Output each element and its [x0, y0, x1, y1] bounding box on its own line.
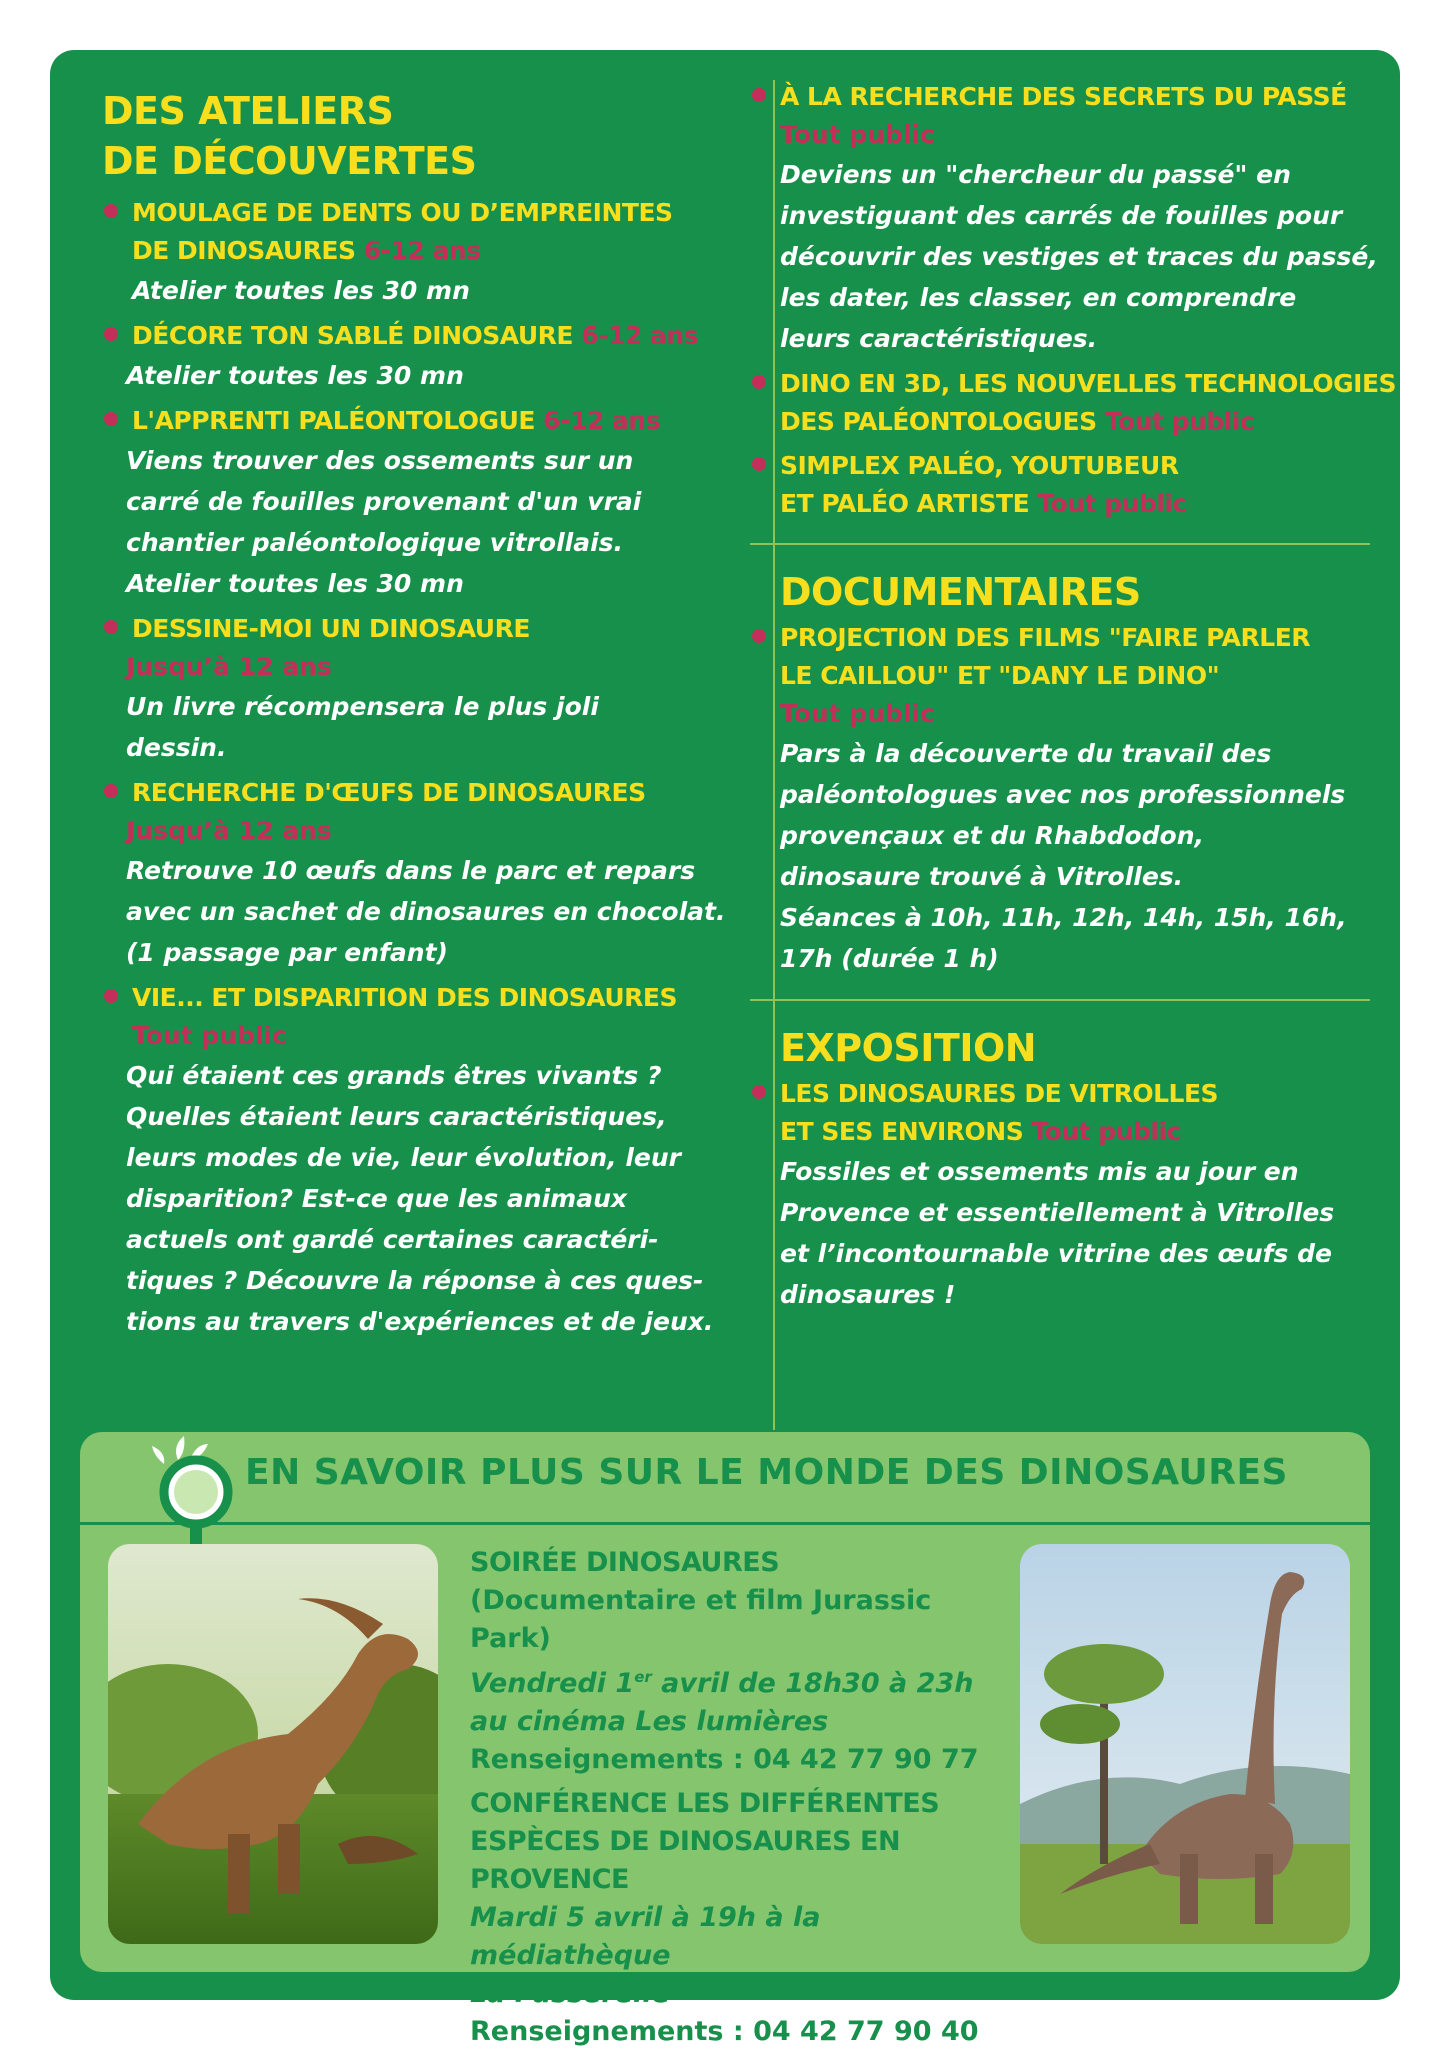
- bullet-icon: [104, 989, 118, 1003]
- atelier-item-sable: [102, 317, 742, 396]
- age-label: Jusqu’à 12 ans: [126, 816, 332, 845]
- bullet-icon: [104, 784, 118, 798]
- atelier-item-moulage: [102, 194, 742, 311]
- event-conference-info: Renseignements : 04 42 77 90 40: [470, 2016, 979, 2047]
- event-soiree-title: SOIRÉE DINOSAURES: [470, 1547, 780, 1578]
- item-title: SIMPLEX PALÉO, YOUTUBEUR: [780, 451, 1179, 480]
- event-conference-title-1: CONFÉRENCE LES DIFFÉRENTES: [470, 1788, 940, 1819]
- item-desc-line: Provence et essentiellement à Vitrolles: [780, 1198, 1335, 1227]
- item-desc-line: chantier paléontologique vitrollais.: [126, 528, 624, 557]
- item-desc-line: leurs modes de vie, leur évolution, leur: [126, 1143, 681, 1172]
- item-dino-3d: [750, 365, 1430, 441]
- bullet-icon: [104, 327, 118, 341]
- item-desc-line: Retrouve 10 œufs dans le parc et repars: [126, 856, 696, 885]
- item-simplex-paleo: [750, 447, 1430, 523]
- item-desc-line: 17h (durée 1 h): [780, 944, 999, 973]
- events-block: [470, 1544, 1010, 2051]
- item-desc-line: carré de fouilles provenant d'un vrai: [126, 487, 642, 516]
- item-desc-line: tions au travers d'expériences et de jeux.: [126, 1307, 714, 1336]
- more-info-box: [80, 1432, 1370, 2047]
- item-desc-line: actuels ont gardé certaines caractéri-: [126, 1225, 659, 1254]
- event-soiree-place: au cinéma Les lumières: [470, 1706, 829, 1737]
- item-secrets-passe: [750, 78, 1430, 359]
- item-desc-line: investiguant des carrés de fouilles pour: [780, 201, 1343, 230]
- more-info-title: EN SAVOIR PLUS SUR LE MONDE DES DINOSAURES: [245, 1452, 1288, 1493]
- item-dinosaures-vitrolles: [750, 1075, 1430, 1315]
- item-desc-line: Atelier toutes les 30 mn: [126, 569, 464, 598]
- section-title-exposition: EXPOSITION: [780, 1026, 1037, 1070]
- item-title: DINO EN 3D, LES NOUVELLES TECHNOLOGIES: [780, 369, 1397, 398]
- age-label: Tout public: [1104, 407, 1255, 436]
- bullet-icon: [104, 204, 118, 218]
- atelier-item-paleontologue: [102, 402, 742, 604]
- item-title: PROJECTION DES FILMS "FAIRE PARLER: [780, 623, 1311, 652]
- age-label: 6-12 ans: [543, 406, 660, 435]
- event-soiree-date-b: avril de 18h30 à 23h: [651, 1668, 974, 1699]
- right-column: [750, 78, 1430, 1321]
- item-desc-line: et l’incontournable vitrine des œufs de: [780, 1239, 1332, 1268]
- item-title-line2: [780, 485, 1430, 523]
- section-title-ateliers-1: DES ATELIERS: [102, 89, 394, 133]
- bullet-icon: [752, 457, 766, 471]
- event-soiree-date: [470, 1658, 1010, 1703]
- event-conference-place: La Passerelle: [470, 1978, 671, 2009]
- age-label: 6-12 ans: [363, 236, 481, 265]
- bullet-icon: [752, 629, 766, 643]
- item-title-cont: DES PALÉONTOLOGUES: [780, 407, 1097, 436]
- event-soiree-date-sup: er: [634, 1668, 652, 1686]
- item-desc-line: (1 passage par enfant): [126, 938, 448, 967]
- atelier-item-disparition: [102, 979, 742, 1342]
- item-projection-films: [750, 619, 1430, 979]
- age-label: Tout public: [1031, 1117, 1181, 1146]
- event-soiree-date-a: Vendredi 1: [470, 1668, 635, 1699]
- atelier-item-oeufs: [102, 774, 742, 973]
- section-divider: [750, 999, 1370, 1001]
- item-desc-line: Deviens un "chercheur du passé" en: [780, 160, 1291, 189]
- age-label: Tout public: [1037, 489, 1187, 518]
- event-conference-title-2: ESPÈCES DE DINOSAURES EN PROVENCE: [470, 1826, 901, 1895]
- item-title-cont: LE CAILLOU" ET "DANY LE DINO": [780, 661, 1220, 690]
- item-title-line2: [780, 1113, 1430, 1151]
- item-title: L'APPRENTI PALÉONTOLOGUE: [132, 406, 535, 435]
- section-title-documentaires: DOCUMENTAIRES: [780, 570, 1141, 614]
- item-desc: Atelier toutes les 30 mn: [132, 276, 470, 305]
- item-title-line2: [132, 232, 742, 270]
- item-title-line2: [780, 403, 1430, 441]
- age-label: 6-12 ans: [581, 321, 699, 350]
- item-desc-line: Fossiles et ossements mis au jour en: [780, 1157, 1299, 1186]
- age-label: Tout public: [132, 1021, 287, 1050]
- bullet-icon: [104, 620, 118, 634]
- event-soiree-info: Renseignements : 04 42 77 90 77: [470, 1744, 979, 1775]
- item-desc-line: disparition? Est-ce que les animaux: [126, 1184, 628, 1213]
- age-label: Tout public: [780, 120, 935, 149]
- item-desc-line: dessin.: [126, 733, 227, 762]
- item-title-line: [132, 402, 742, 440]
- item-desc-line: avec un sachet de dinosaures en chocolat.: [126, 897, 726, 926]
- item-desc-line: Qui étaient ces grands êtres vivants ?: [126, 1061, 662, 1090]
- item-desc-line: Quelles étaient leurs caractéristiques,: [126, 1102, 667, 1131]
- item-desc: Atelier toutes les 30 mn: [126, 361, 464, 390]
- brachiosaurus-photo: [1020, 1544, 1350, 1944]
- item-title: MOULAGE DE DENTS OU D’EMPREINTES: [132, 198, 673, 227]
- item-desc-line: découvrir des vestiges et traces du passé,: [780, 242, 1378, 271]
- item-desc-line: tiques ? Découvre la réponse à ces ques-: [126, 1266, 704, 1295]
- item-desc-line: les dater, les classer, en comprendre: [780, 283, 1297, 312]
- item-desc-line: leurs caractéristiques.: [780, 324, 1098, 353]
- bullet-icon: [104, 412, 118, 426]
- atelier-item-dessin: [102, 610, 742, 768]
- section-divider: [750, 543, 1370, 545]
- item-desc-line: Un livre récompensera le plus joli: [126, 692, 599, 721]
- age-label: Tout public: [780, 699, 935, 728]
- item-title: À LA RECHERCHE DES SECRETS DU PASSÉ: [780, 82, 1347, 111]
- event-conference-date: Mardi 5 avril à 19h à la médiathèque: [470, 1902, 821, 1971]
- parasaurolophus-illustration: [108, 1544, 438, 1944]
- section-title-ateliers-2: DE DÉCOUVERTES: [102, 139, 477, 183]
- event-soiree-subtitle: (Documentaire et film Jurassic Park): [470, 1585, 932, 1654]
- item-title: VIE... ET DISPARITION DES DINOSAURES: [132, 983, 677, 1012]
- brachiosaurus-illustration: [1020, 1544, 1350, 1944]
- item-desc-line: provençaux et du Rhabdodon,: [780, 821, 1205, 850]
- item-desc-line: Pars à la découverte du travail des: [780, 739, 1272, 768]
- bullet-icon: [752, 1085, 766, 1099]
- bullet-icon: [752, 88, 766, 102]
- item-desc-line: Viens trouver des ossements sur un: [126, 446, 634, 475]
- item-title-cont: DE DINOSAURES: [132, 236, 356, 265]
- item-desc-line: dinosaures !: [780, 1280, 956, 1309]
- item-desc-line: dinosaure trouvé à Vitrolles.: [780, 862, 1184, 891]
- item-title: DESSINE-MOI UN DINOSAURE: [132, 614, 530, 643]
- item-title-line: [132, 317, 742, 355]
- age-label: Jusqu’à 12 ans: [126, 652, 332, 681]
- parasaurolophus-photo: [108, 1544, 438, 1944]
- item-title: DÉCORE TON SABLÉ DINOSAURE: [132, 321, 573, 350]
- bullet-icon: [752, 375, 766, 389]
- item-title-cont: ET PALÉO ARTISTE: [780, 489, 1030, 518]
- item-desc-line: paléontologues avec nos professionnels: [780, 780, 1346, 809]
- item-title: LES DINOSAURES DE VITROLLES: [780, 1079, 1219, 1108]
- item-desc-line: Séances à 10h, 11h, 12h, 14h, 15h, 16h,: [780, 903, 1347, 932]
- item-title-cont: ET SES ENVIRONS: [780, 1117, 1024, 1146]
- left-column: [102, 88, 742, 1348]
- item-title: RECHERCHE D'ŒUFS DE DINOSAURES: [132, 778, 646, 807]
- main-panel: [50, 50, 1400, 2047]
